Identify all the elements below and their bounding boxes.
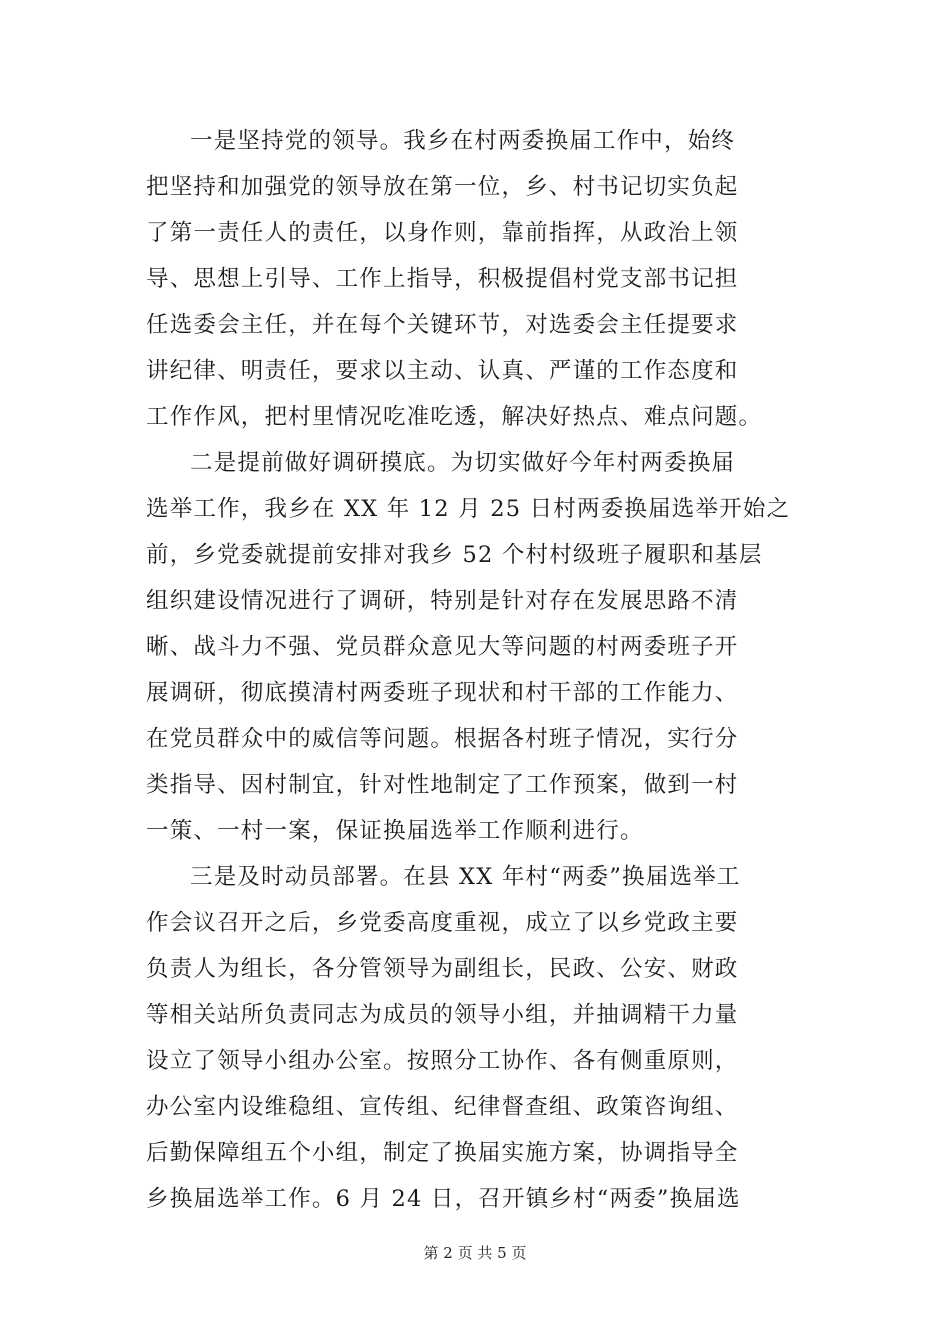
text-line: 讲纪律、明责任，要求以主动、认真、严谨的工作态度和 <box>146 358 739 384</box>
text-line: 在党员群众中的威信等问题。根据各村班子情况，实行分 <box>146 726 739 752</box>
text-line: 一策、一村一案，保证换届选举工作顺利进行。 <box>146 818 644 844</box>
text-line: 前，乡党委就提前安排对我乡 52 个村村级班子履职和基层 <box>146 542 763 568</box>
text-line: 晰、战斗力不强、党员群众意见大等问题的村两委班子开 <box>146 634 739 660</box>
text-line: 负责人为组长，各分管领导为副组长，民政、公安、财政 <box>146 956 739 982</box>
text-line: 设立了领导小组办公室。按照分工协作、各有侧重原则， <box>146 1048 739 1074</box>
text-line: 作会议召开之后，乡党委高度重视，成立了以乡党政主要 <box>146 910 739 936</box>
text-line: 办公室内设维稳组、宣传组、纪律督查组、政策咨询组、 <box>146 1094 739 1120</box>
text-line: 等相关站所负责同志为成员的领导小组，并抽调精干力量 <box>146 1002 739 1028</box>
text-line: 类指导、因村制宜，针对性地制定了工作预案，做到一村 <box>146 772 739 798</box>
text-line: 把坚持和加强党的领导放在第一位，乡、村书记切实负起 <box>146 174 739 200</box>
page-footer: 第 2 页 共 5 页 <box>423 1244 527 1262</box>
paragraph-first-line: 二是提前做好调研摸底。为切实做好今年村两委换届 <box>190 450 736 476</box>
paragraph-first-line: 三是及时动员部署。在县 XX 年村“两委”换届选举工 <box>190 864 741 890</box>
text-line: 了第一责任人的责任，以身作则，靠前指挥，从政治上领 <box>146 220 739 246</box>
text-line: 后勤保障组五个小组，制定了换届实施方案，协调指导全 <box>146 1140 739 1166</box>
text-line: 展调研，彻底摸清村两委班子现状和村干部的工作能力、 <box>146 680 739 706</box>
text-line: 导、思想上引导、工作上指导，积极提倡村党支部书记担 <box>146 266 739 292</box>
text-line: 组织建设情况进行了调研，特别是针对存在发展思路不清 <box>146 588 739 614</box>
paragraph-first-line: 一是坚持党的领导。我乡在村两委换届工作中，始终 <box>190 128 736 154</box>
document-body <box>146 118 810 1222</box>
text-line: 选举工作，我乡在 XX 年 12 月 25 日村两委换届选举开始之 <box>146 496 791 522</box>
text-line: 工作作风，把村里情况吃准吃透，解决好热点、难点问题。 <box>146 404 763 430</box>
text-line: 乡换届选举工作。6 月 24 日，召开镇乡村“两委”换届选 <box>146 1186 741 1212</box>
text-line: 任选委会主任，并在每个关键环节，对选委会主任提要求 <box>146 312 739 338</box>
